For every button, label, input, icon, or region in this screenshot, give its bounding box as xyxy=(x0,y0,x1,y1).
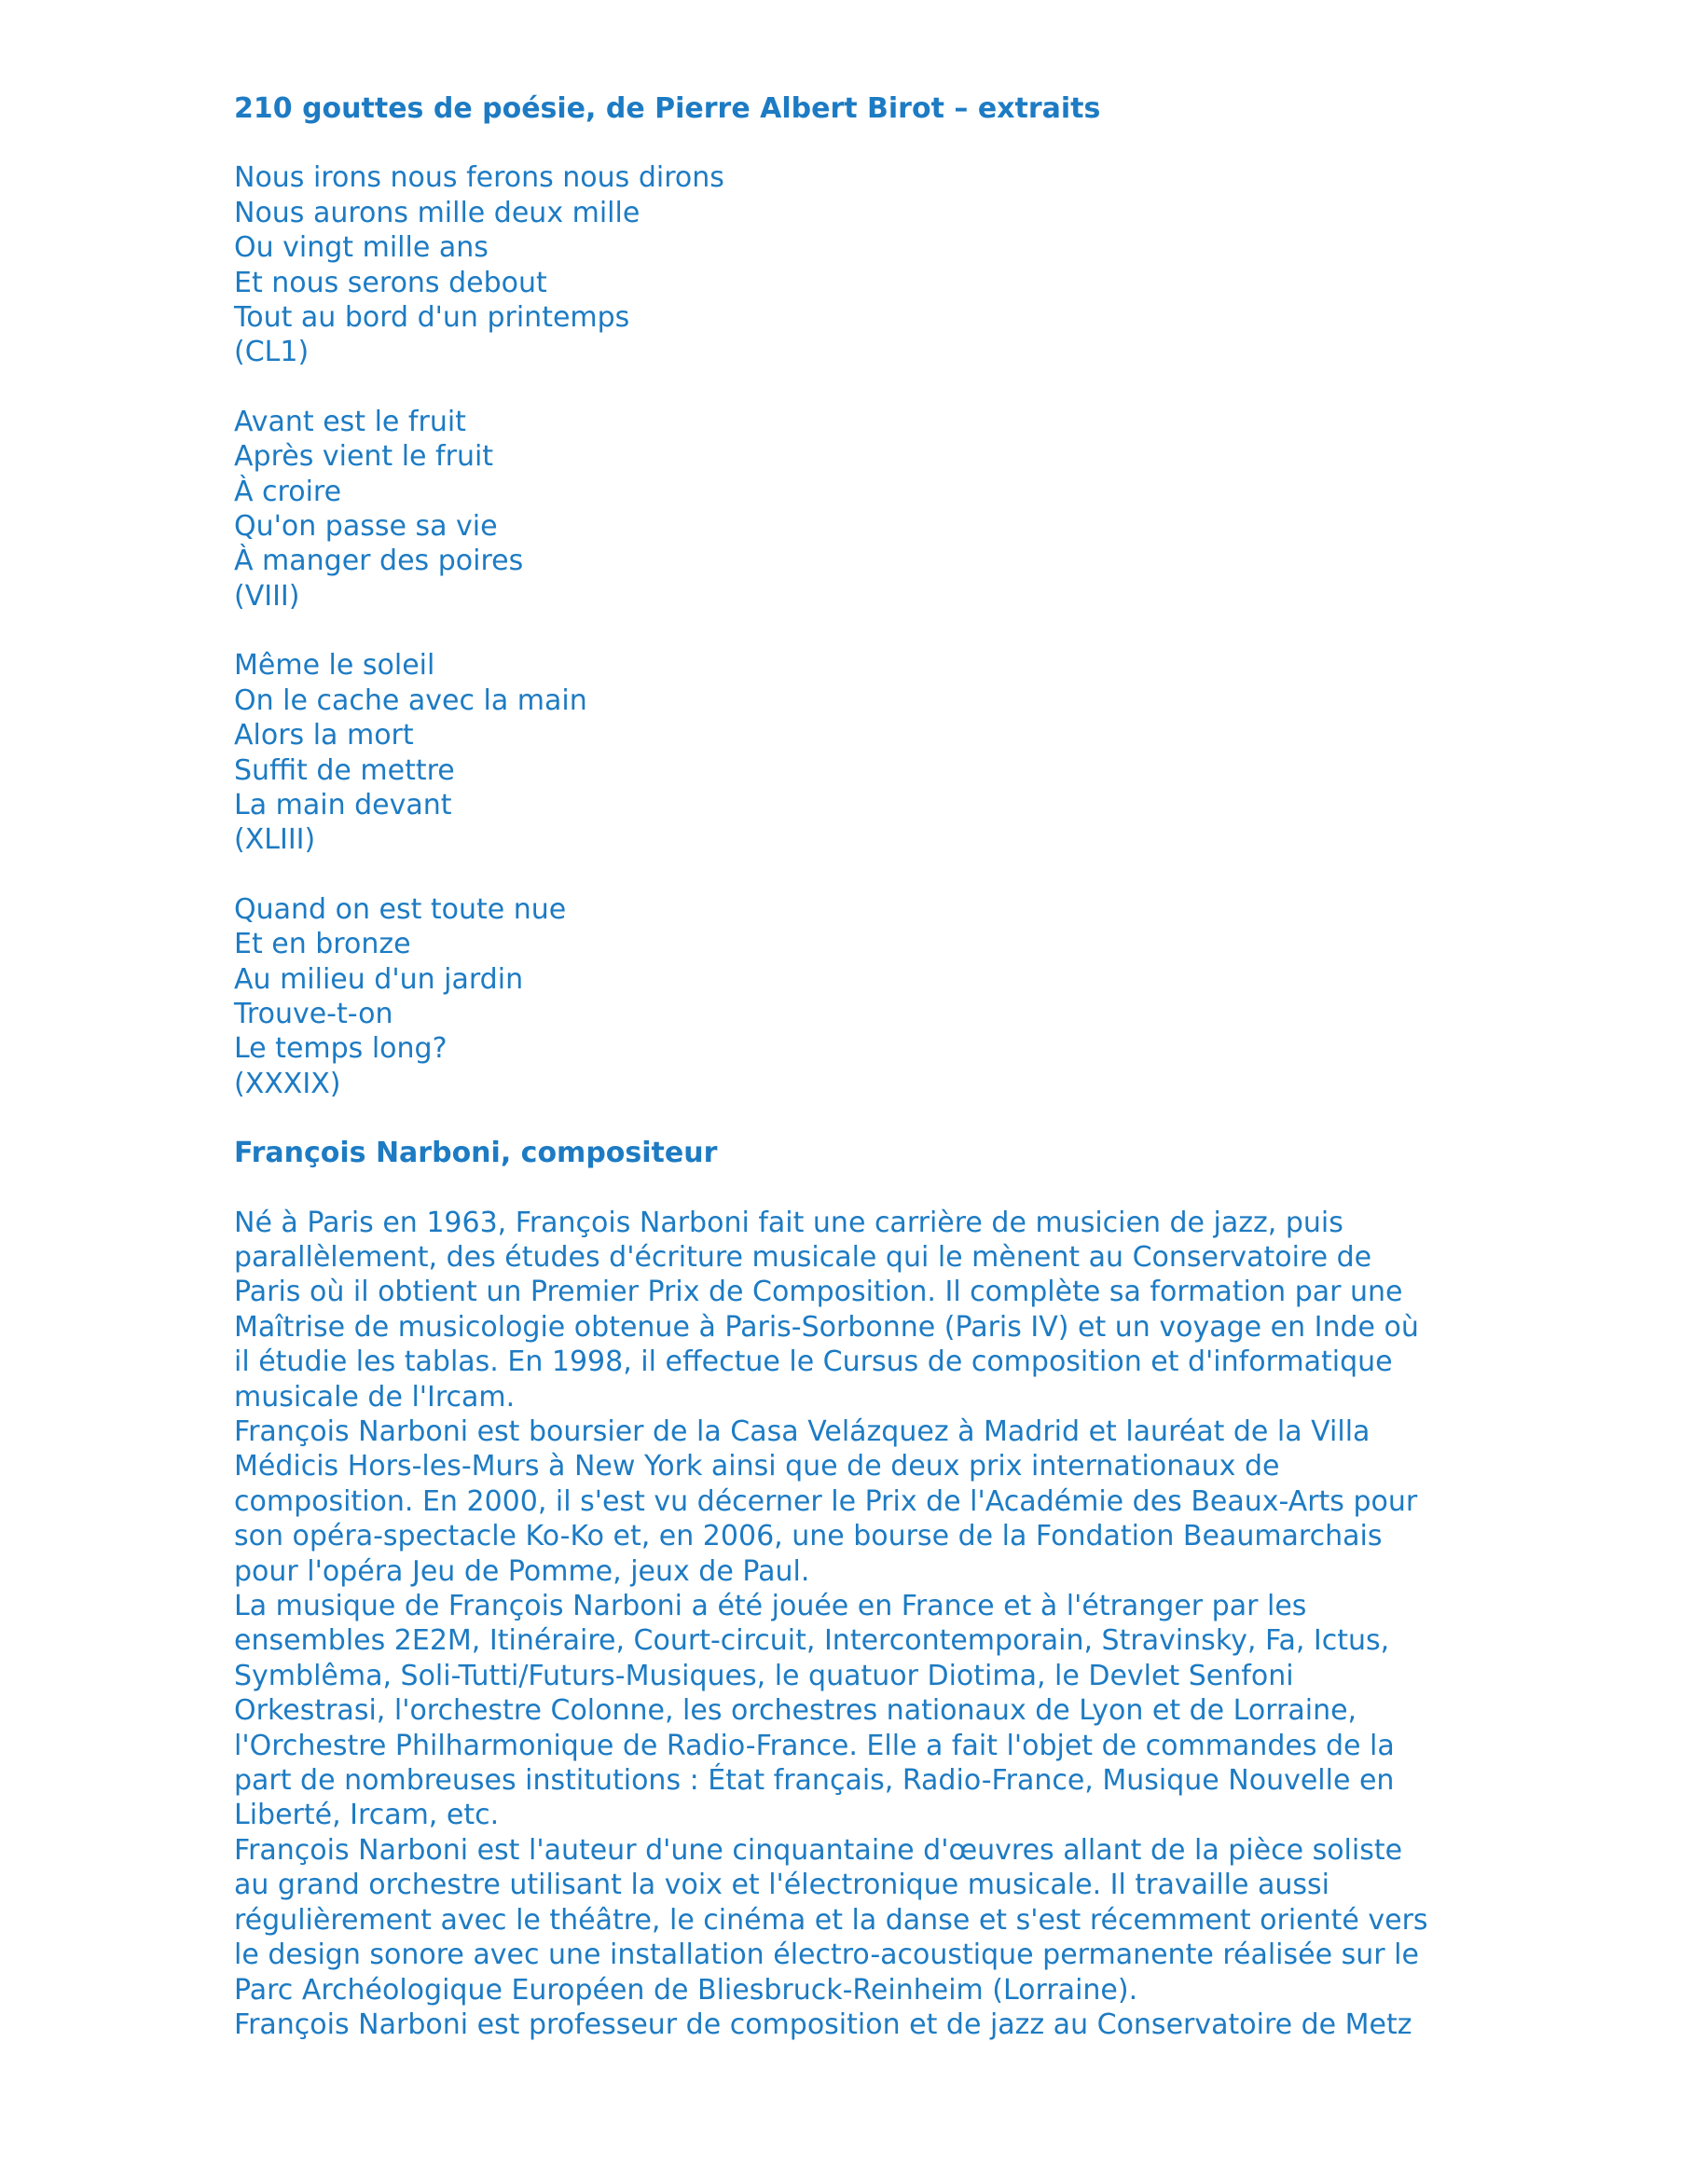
bio-line: Médicis Hors-les-Murs à New York ainsi que de deux prix internationaux de xyxy=(234,1450,1280,1483)
bio-line: La musique de François Narboni a été jouée en France et à l'étranger par les xyxy=(234,1590,1307,1623)
poem-line: Nous irons nous ferons nous dirons xyxy=(234,161,724,195)
poem-line: Et nous serons debout xyxy=(234,266,547,299)
poem-line: Quand on est toute nue xyxy=(234,892,567,926)
bio-line: pour l'opéra Jeu de Pomme, jeux de Paul. xyxy=(234,1554,810,1588)
poem xyxy=(234,648,1558,857)
poem-line: À manger des poires xyxy=(234,545,524,578)
poem xyxy=(234,892,1558,1101)
bio-line: ensembles 2E2M, Itinéraire, Court-circuit, Intercontemporain, Stravinsky, Fa, Ictus, xyxy=(234,1624,1390,1658)
bio-paragraph xyxy=(234,1833,1558,2007)
bio-line: musicale de l'Ircam. xyxy=(234,1380,516,1414)
bio-line: parallèlement, des études d'écriture musicale qui le mènent au Conservatoire de xyxy=(234,1240,1372,1274)
bio-line: Maîtrise de musicologie obtenue à Paris-Sorbonne (Paris IV) et un voyage en Inde où xyxy=(234,1310,1419,1344)
poem xyxy=(234,160,1558,369)
bio-paragraph xyxy=(234,1414,1558,1589)
poem-line: Le temps long? xyxy=(234,1032,448,1066)
bio-line: le design sonore avec une installation électro-acoustique permanente réalisée sur le xyxy=(234,1938,1419,1972)
poem-line: Après vient le fruit xyxy=(234,440,494,474)
poem-line: Même le soleil xyxy=(234,649,435,683)
bio-paragraph xyxy=(234,1589,1558,1833)
bio-line: l'Orchestre Philharmonique de Radio-France. Elle a fait l'objet de commandes de la xyxy=(234,1729,1395,1762)
section-heading: François Narboni, compositeur xyxy=(234,1137,718,1170)
poem-line: Nous aurons mille deux mille xyxy=(234,196,640,229)
bio-line: François Narboni est professeur de composition et de jazz au Conservatoire de Metz xyxy=(234,2007,1412,2041)
poem-reference: (CL1) xyxy=(234,336,310,369)
poem-line: Au milieu d'un jardin xyxy=(234,962,524,996)
poem-line: La main devant xyxy=(234,788,452,821)
poem-line: Tout au bord d'un printemps xyxy=(234,301,630,335)
poem-line: Avant est le fruit xyxy=(234,405,466,438)
poem-line: À croire xyxy=(234,475,342,508)
bio-line: Parc Archéologique Européen de Bliesbruck-Reinheim (Lorraine). xyxy=(234,1973,1138,2007)
bio-line: François Narboni est l'auteur d'une cinquantaine d'œuvres allant de la pièce soliste xyxy=(234,1833,1403,1867)
bio-line: au grand orchestre utilisant la voix et l'électronique musicale. Il travaille aussi xyxy=(234,1869,1329,1902)
poem-reference: (XXXIX) xyxy=(234,1067,341,1100)
poem-line: Ou vingt mille ans xyxy=(234,231,489,265)
bio-line: composition. En 2000, il s'est vu décerner le Prix de l'Académie des Beaux-Arts pour xyxy=(234,1484,1418,1518)
poem-line: Trouve-t-on xyxy=(234,997,393,1030)
bio-line: régulièrement avec le théâtre, le cinéma et la danse et s'est récemment orienté vers xyxy=(234,1903,1428,1937)
bio-line: Liberté, Ircam, etc. xyxy=(234,1799,500,1832)
poem-line: Suffit de mettre xyxy=(234,753,455,787)
poem-line: On le cache avec la main xyxy=(234,683,587,717)
bio-line: part de nombreuses institutions : État français, Radio-France, Musique Nouvelle en xyxy=(234,1764,1395,1798)
bio-line: Symblêma, Soli-Tutti/Futurs-Musiques, le quatuor Diotima, le Devlet Senfoni xyxy=(234,1659,1294,1692)
poem-line: Et en bronze xyxy=(234,928,411,961)
bio-line: Paris où il obtient un Premier Prix de Composition. Il complète sa formation par une xyxy=(234,1276,1403,1309)
bio-line: il étudie les tablas. En 1998, il effectue le Cursus de composition et d'informatique xyxy=(234,1345,1393,1379)
bio-line: François Narboni est boursier de la Casa Velázquez à Madrid et lauréat de la Villa xyxy=(234,1415,1371,1448)
poem-line: Qu'on passe sa vie xyxy=(234,510,498,544)
poem-reference: (VIII) xyxy=(234,579,300,613)
bio-line: Orkestrasi, l'orchestre Colonne, les orchestres nationaux de Lyon et de Lorraine, xyxy=(234,1694,1357,1728)
page-title: 210 gouttes de poésie, de Pierre Albert Birot – extraits xyxy=(234,92,1101,125)
bio-paragraph xyxy=(234,2007,1558,2042)
poem xyxy=(234,405,1558,614)
poem-reference: (XLIII) xyxy=(234,823,316,857)
poem-line: Alors la mort xyxy=(234,719,414,752)
document-page xyxy=(234,91,1558,2042)
bio-paragraph xyxy=(234,1206,1558,1414)
bio-line: Né à Paris en 1963, François Narboni fait une carrière de musicien de jazz, puis xyxy=(234,1206,1343,1239)
bio-line: son opéra-spectacle Ko-Ko et, en 2006, une bourse de la Fondation Beaumarchais xyxy=(234,1520,1383,1553)
